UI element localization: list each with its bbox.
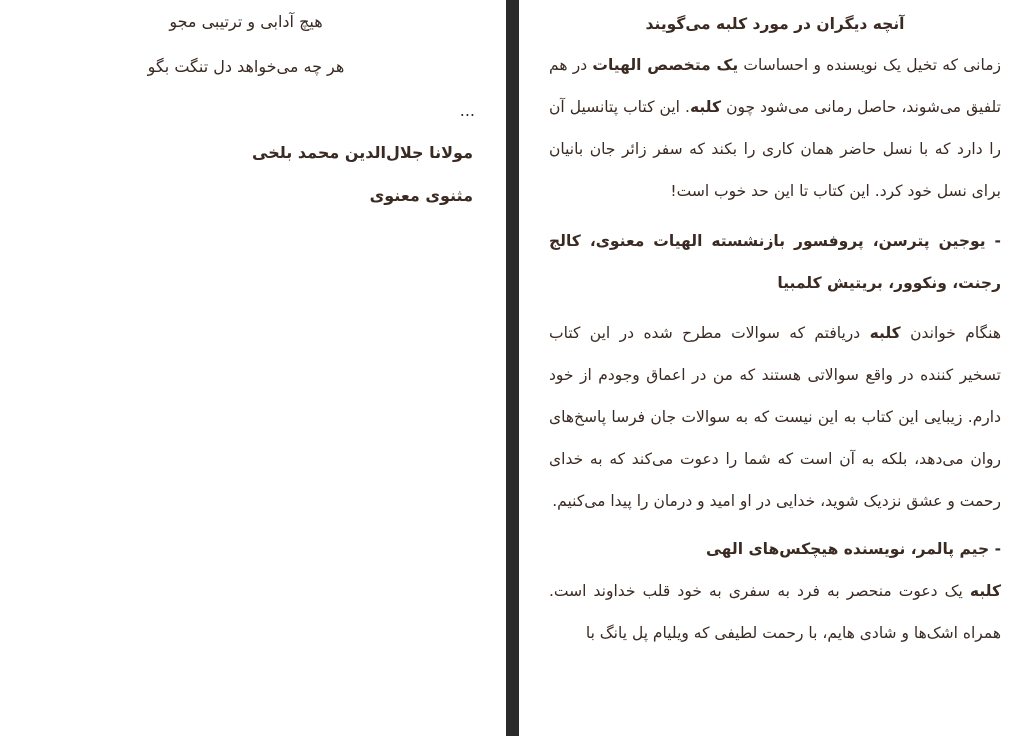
quote1-text-2: در هم تلفیق می‌شوند، حاصل رمانی می‌شود چون [549, 56, 1001, 116]
poem-ellipsis: ... [459, 101, 475, 120]
poem-line-1: هیچ آدابی و ترتیبی مجو [169, 12, 323, 31]
quote1-bold-1: یک متخصص الهیات [592, 56, 739, 74]
page-content [549, 8, 1001, 654]
poem-author: مولانا جلال‌الدین محمد بلخی [252, 143, 473, 162]
quote-paragraph-1 [549, 44, 1001, 212]
quote3-text-1: یک دعوت منحصر به فرد به سفری به خود قلب خداوند است. همراه اشک‌ها و شادی هایم، با رحمت لطیفی که ویلیام پل یانگ با [549, 582, 1001, 642]
page-gutter [506, 0, 519, 736]
attribution-1: - یوجین پترسن، پروفسور بازنشسته الهیات معنوی، کالج رجنت، ونکوور، بریتیش کلمبیا [549, 232, 1001, 292]
poem-line-2: هر چه می‌خواهد دل تنگت بگو [147, 57, 345, 76]
quote1-text-3: . این کتاب پتانسیل آن را دارد که با نسل حاضر همان کاری را بکند که سفر زائر جان بانیان برای نسل خود کرد. این کتاب تا این حد خوب است! [549, 98, 1001, 200]
page-heading: آنچه دیگران در مورد کلبه می‌گویند [645, 15, 905, 33]
quote3-bold-1: کلبه [969, 582, 1001, 600]
quote1-text-1: زمانی که تخیل یک نویسنده و احساسات [738, 56, 1001, 74]
quote-paragraph-2 [549, 312, 1001, 522]
left-page [0, 0, 506, 736]
quote-paragraph-3 [549, 570, 1001, 654]
attribution-2: - جیم پالمر، نویسنده هیچکس‌های الهی [706, 540, 1001, 558]
right-page [519, 0, 1024, 736]
quote2-text-2: دریافتم که سوالات مطرح شده در این کتاب تسخیر کننده در واقع سوالاتی هستند که من در اعماق وجودم از خود دارم. زیبایی این کتاب به این نیست که به سوالات جان فرسا پاسخ‌های روان می‌دهد، بلکه به آن است که شما را دعوت می‌کند که به خدای رحمت و عشق نزدیک شوید، خدایی در او امید و درمان را پیدا می‌کنیم. [549, 324, 1001, 510]
quote2-text-1: هنگام خواندن [900, 324, 1002, 342]
poem-work-title: مثنوی معنوی [369, 186, 473, 205]
quote2-bold-1: کلبه [869, 324, 901, 342]
quote1-bold-2: کلبه [689, 98, 722, 116]
